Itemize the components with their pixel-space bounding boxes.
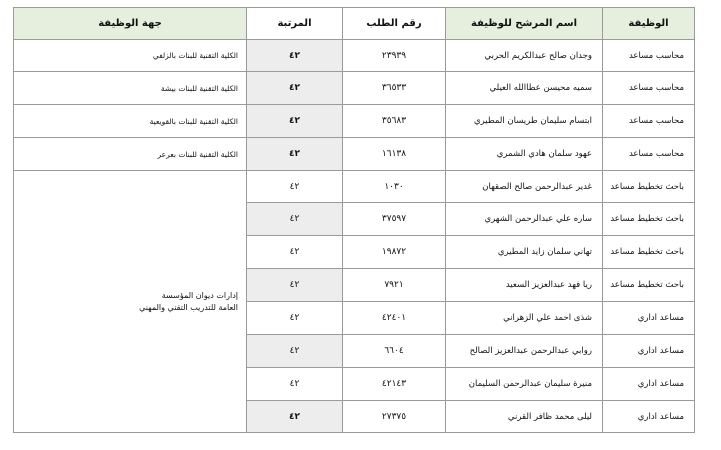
merged-entity-line-2: العامة للتدريب التقني والمهني (139, 302, 238, 312)
row-12-job: مساعد اداري (602, 400, 695, 433)
row-9-application-number: ٤٢٤٠١ (342, 301, 446, 335)
row-6-candidate: ساره علي عبدالرحمن الشهري (445, 202, 603, 236)
row-1-job: محاسب مساعد (602, 39, 695, 72)
row-5-job: باحث تخطيط مساعد (602, 170, 695, 203)
row-3-candidate: ابتسام سليمان طريسان المطيري (445, 104, 603, 138)
row-7-rank: ٤٢ (246, 235, 343, 269)
header-job: الوظيفة (602, 7, 695, 40)
row-3-entity: الكلية التقنية للبنات بالقويعية (13, 104, 247, 138)
row-2-job: محاسب مساعد (602, 71, 695, 105)
row-5-rank: ٤٢ (246, 170, 343, 203)
row-7-candidate: تهاني سلمان زايد المطيري (445, 235, 603, 269)
row-2-entity: الكلية التقنية للبنات بيشة (13, 71, 247, 105)
row-4-candidate: عهود سلمان هادي الشمري (445, 137, 603, 171)
row-10-candidate: روابي عبدالرحمن عبدالعزيز الصالح (445, 334, 603, 368)
row-4-entity: الكلية التقنية للبنات بعرعر (13, 137, 247, 171)
header-job-entity: جهة الوظيفة (13, 7, 247, 40)
row-3-rank: ٤٢ (246, 104, 343, 138)
row-7-job: باحث تخطيط مساعد (602, 235, 695, 269)
merged-entity-cell (13, 170, 247, 433)
row-2-candidate: سميه محيسن عطاالله العيلي (445, 71, 603, 105)
header-candidate-name: اسم المرشح للوظيفة (445, 7, 603, 40)
row-12-candidate: ليلى محمد ظافر القرني (445, 400, 603, 433)
row-2-rank: ٤٢ (246, 71, 343, 105)
row-7-application-number: ١٩٨٧٢ (342, 235, 446, 269)
row-12-application-number: ٢٧٣٧٥ (342, 400, 446, 433)
row-8-rank: ٤٢ (246, 268, 343, 302)
row-8-application-number: ٧٩٢١ (342, 268, 446, 302)
row-9-candidate: شذى احمد علي الزهراني (445, 301, 603, 335)
row-10-application-number: ٦٦٠٤ (342, 334, 446, 368)
header-application-number: رقم الطلب (342, 7, 446, 40)
row-1-candidate: وجدان صالح عبدالكريم الحربي (445, 39, 603, 72)
row-5-application-number: ١٠٣٠ (342, 170, 446, 203)
row-6-application-number: ٣٧٥٩٧ (342, 202, 446, 236)
row-10-job: مساعد اداري (602, 334, 695, 368)
row-6-job: باحث تخطيط مساعد (602, 202, 695, 236)
row-9-rank: ٤٢ (246, 301, 343, 335)
candidates-table (13, 7, 695, 433)
row-11-rank: ٤٢ (246, 367, 343, 401)
row-3-job: محاسب مساعد (602, 104, 695, 138)
row-1-rank: ٤٢ (246, 39, 343, 72)
row-1-entity: الكلية التقنية للبنات بالزلفي (13, 39, 247, 72)
row-3-application-number: ٣٥٦٨٣ (342, 104, 446, 138)
row-11-job: مساعد اداري (602, 367, 695, 401)
row-4-rank: ٤٢ (246, 137, 343, 171)
row-12-rank: ٤٢ (246, 400, 343, 433)
row-10-rank: ٤٢ (246, 334, 343, 368)
row-11-application-number: ٤٢١٤٣ (342, 367, 446, 401)
header-rank: المرتبة (246, 7, 343, 40)
row-2-application-number: ٣٦٥٣٣ (342, 71, 446, 105)
merged-entity-line-1: إدارات ديوان المؤسسة (161, 290, 238, 300)
row-11-candidate: منيرة سليمان عبدالرحمن السليمان (445, 367, 603, 401)
row-8-job: باحث تخطيط مساعد (602, 268, 695, 302)
row-4-application-number: ١٦١٣٨ (342, 137, 446, 171)
row-5-candidate: غدير عبدالرحمن صالح الصقهان (445, 170, 603, 203)
row-8-candidate: ريا فهد عبدالعزيز السعيد (445, 268, 603, 302)
row-4-job: محاسب مساعد (602, 137, 695, 171)
row-9-job: مساعد اداري (602, 301, 695, 335)
row-1-application-number: ٢٣٩٣٩ (342, 39, 446, 72)
row-6-rank: ٤٢ (246, 202, 343, 236)
